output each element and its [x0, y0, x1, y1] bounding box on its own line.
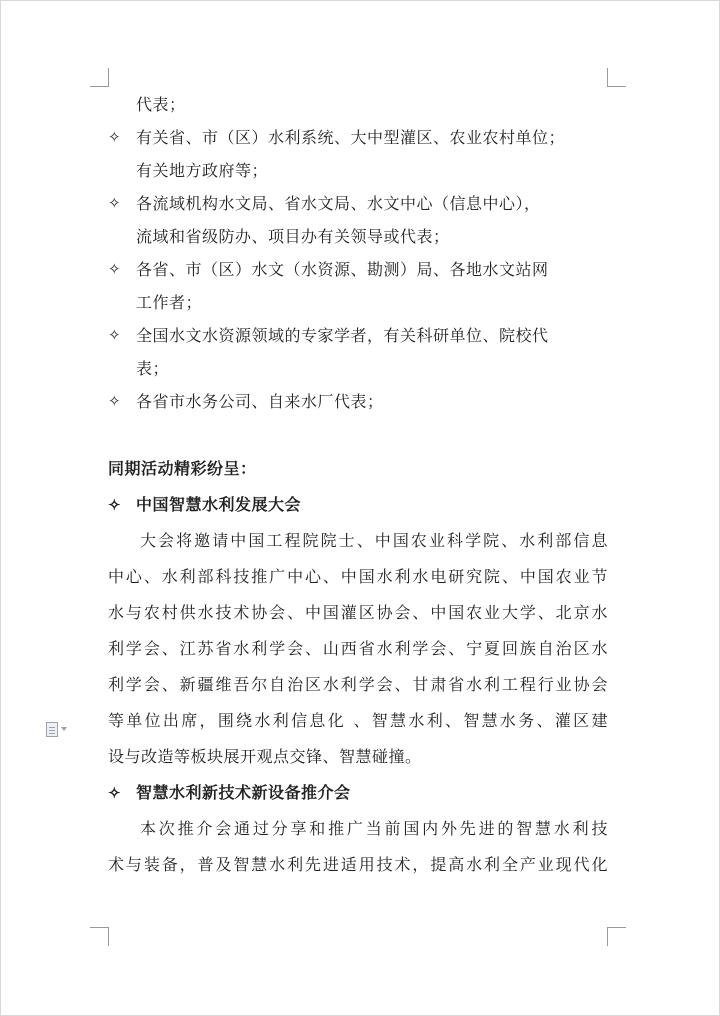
- paragraph-line: 术与装备，普及智慧水利先进适用技术，提高水利全产业现代化: [108, 855, 608, 874]
- list-item: [108, 253, 608, 319]
- diamond-bullet-icon: ✧: [108, 128, 122, 146]
- paragraph-line: 等单位出席，围绕水利信息化 、智慧水利、智慧水务、灌区建: [108, 711, 608, 730]
- paragraph-line: 大会将邀请中国工程院院士、中国农业科学院、水利部信息: [140, 531, 608, 550]
- list-item-text: 有关省、市（区）水利系统、大中型灌区、农业农村单位；: [136, 128, 566, 147]
- section-heading: 同期活动精彩纷呈：: [108, 459, 257, 478]
- diamond-bullet-icon: ✧: [108, 496, 122, 514]
- chevron-down-icon: [61, 727, 67, 731]
- list-item: [108, 385, 608, 418]
- blank-line: [108, 418, 608, 451]
- event-section: [108, 775, 608, 883]
- paragraph-line: 利学会、新疆维吾尔自治区水利学会、甘肃省水利工程行业协会: [108, 675, 608, 694]
- event-title: 智慧水利新技术新设备推介会: [136, 783, 351, 802]
- continued-line: 代表；: [136, 95, 186, 114]
- paragraph-options-button[interactable]: [46, 721, 76, 737]
- paragraph-line: 设与改造等板块展开观点交锋、智慧碰撞。: [108, 747, 422, 766]
- list-item: [108, 187, 608, 253]
- margin-mark-top-left: [90, 68, 109, 87]
- list-item-text: 有关地方政府等；: [136, 161, 269, 180]
- list-item-text: 各流域机构水文局、省水文局、水文中心（信息中心），: [136, 194, 541, 213]
- margin-mark-bottom-right: [607, 927, 626, 946]
- event-title: 中国智慧水利发展大会: [136, 495, 302, 514]
- list-item-text: 各省市水务公司、自来水厂代表；: [136, 392, 384, 411]
- diamond-bullet-icon: ✧: [108, 326, 122, 344]
- attendee-list: [108, 121, 608, 418]
- list-item: [108, 121, 608, 187]
- diamond-bullet-icon: ✧: [108, 194, 122, 212]
- document-body: [108, 88, 608, 883]
- margin-mark-bottom-left: [90, 927, 109, 946]
- list-item-text: 全国水文水资源领域的专家学者，有关科研单位、院校代: [136, 326, 549, 345]
- paragraph-line: 利学会、江苏省水利学会、山西省水利学会、宁夏回族自治区水: [108, 639, 608, 658]
- paragraph-line: 中心、水利部科技推广中心、中国水利水电研究院、中国农业节: [108, 567, 608, 586]
- document-icon: [46, 722, 58, 737]
- list-item: [108, 319, 608, 385]
- list-item-text: 工作者；: [136, 293, 203, 312]
- diamond-bullet-icon: ✧: [108, 260, 122, 278]
- margin-mark-top-right: [607, 68, 626, 87]
- paragraph-line: 本次推介会通过分享和推广当前国内外先进的智慧水利技: [140, 819, 608, 838]
- list-item-text: 流域和省级防办、项目办有关领导或代表；: [136, 227, 450, 246]
- diamond-bullet-icon: ✧: [108, 784, 122, 802]
- paragraph-line: 水与农村供水技术协会、中国灌区协会、中国农业大学、北京水: [108, 603, 608, 622]
- list-item-text: 表；: [136, 359, 170, 378]
- diamond-bullet-icon: ✧: [108, 392, 122, 410]
- list-item-text: 各省、市（区）水文（水资源、勘测）局、各地水文站网: [136, 260, 549, 279]
- event-section: [108, 487, 608, 775]
